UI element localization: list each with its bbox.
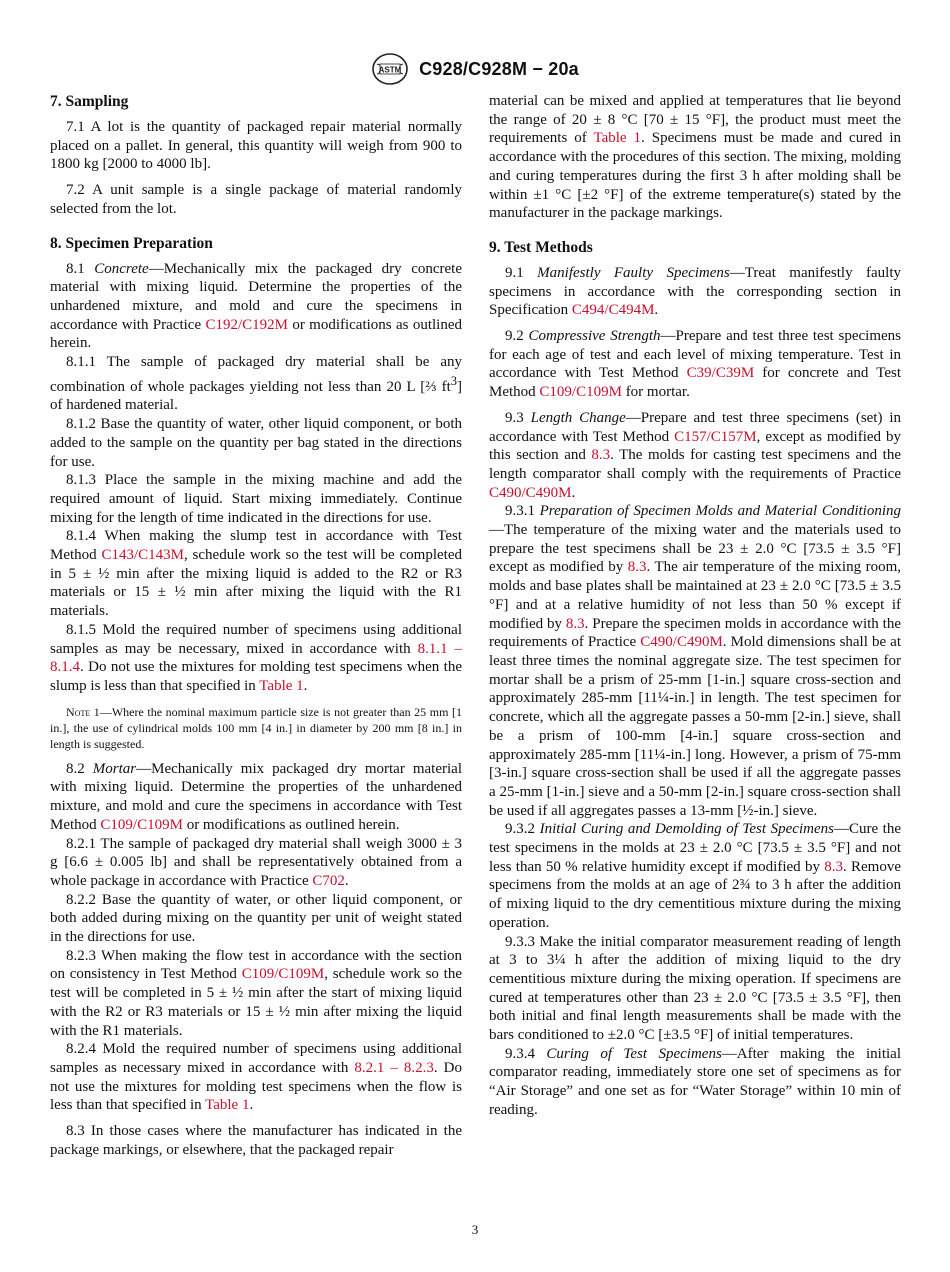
link-table-1[interactable]: Table 1: [593, 130, 642, 147]
page-number: 3: [471, 1222, 479, 1237]
left-column: [50, 92, 462, 1159]
logo-text: ASTM: [378, 65, 402, 75]
para-9-3-3: 9.3.3 Make the initial comparator measurement reading of length at 3 to 3¼ h after the addition of mixing liquid to the dry cementitious mixture during the mixing operation. If specimens are cured at temperatures other than 23 ± 2.0 °C [73.5 ± 3.5 °F], then both initial and final length measurements shall be made with the bars conditioned to ±2.0 °C [±3.5 °F] of initial temperatures.: [489, 933, 901, 1044]
link-c192[interactable]: C192/C192M: [205, 316, 288, 333]
link-c490[interactable]: C490/C490M: [640, 634, 723, 651]
para-7-2: 7.2 A unit sample is a single package of material randomly selected from the lot.: [50, 182, 462, 217]
section-8-heading: 8. Specimen Preparation: [50, 234, 213, 252]
link-8-3[interactable]: 8.3: [627, 559, 647, 576]
para-8-1-2: 8.1.2 Base the quantity of water, other liquid component, or both added to the sample on the quantity per bag stated in the directions for use.: [50, 416, 462, 470]
link-c490[interactable]: C490/C490M: [489, 484, 572, 501]
para-9-1: 9.1 Manifestly Faulty Specimens—Treat manifestly faulty specimens in accordance with the corresponding section in Specification C494/C494M.: [489, 264, 901, 319]
para-8-2-1: 8.2.1 The sample of packaged dry material shall weigh 3000 ± 3 g [6.6 ± 0.005 lb] and shall be representatively obtained from a whole package in accordance with Practice C702.: [50, 835, 462, 889]
para-8-3: 8.3 In those cases where the manufacturer has indicated in the package markings, or elsewhere, that the packaged repair: [50, 1123, 462, 1158]
para-9-3-1: 9.3.1 Preparation of Specimen Molds and Material Conditioning—The temperature of the mixing water and the materials used to prepare the test specimens shall be 23 ± 2.0 °C [73.5 ± 3.5 °F] except as modified by 8.3. The air temperature of the mixing room, molds and base plates shall be maintained at 23 ± 2.0 °C [73.5 ± 3.5 °F] and at a relative humidity of not less than 50 % except if modified by 8.3. Prepare the specimen molds in accordance with the requirements of Practice C490/C490M. Mold dimensions shall be at least three times the nominal aggregate size. The test specimen for mortar shall be a prism of 25-mm [1-in.] square cross-section and approximately 285-mm [11¼-in.] in length. The test specimen for concrete, which all the aggregate passes a 50-mm [2-in.] sieve, shall be a prism of 100-mm [4-in.] square cross-section and approximately 285-mm [11¼-in.] long. However, a prism of 75-mm [3-in.] square cross-section shall be used if all the aggregate passes a 25-mm [1-in.] sieve and a 50-mm [2-in.] square cross-section shall be used if all aggregates passes a 13-mm [½-in.] sieve.: [489, 503, 901, 819]
link-table-1[interactable]: Table 1: [259, 677, 304, 694]
para-9-3: 9.3 Length Change—Prepare and test three specimens (set) in accordance with Test Method C157/C157M, except as modified by this section and 8.3. The molds for casting test specimens and the length comparator shall comply with the requirements of Practice C490/C490M.: [489, 409, 901, 501]
link-c109[interactable]: C109/C109M: [539, 384, 622, 401]
link-8-1-1-range[interactable]: 8.1.1 – 8.1.4: [50, 640, 462, 676]
page-header: [0, 52, 950, 86]
link-table-1[interactable]: Table 1: [205, 1097, 250, 1114]
para-8-1: 8.1 Concrete—Mechanically mix the packaged dry concrete material with mixing liquid. Determine the properties of the unhardened mixture, and mold and cure the specimens in accordance with Practice C192/C192M or modifications as outlined herein.: [50, 260, 462, 352]
para-9-3-4: 9.3.4 Curing of Test Specimens—After making the initial comparator reading, immediately store one set of specimens as for “Air Storage” and one set as for “Water Storage” within 10 min of reading.: [489, 1045, 902, 1118]
para-9-2: 9.2 Compressive Strength—Prepare and test three test specimens for each age of test and each level of mixing temperature. Test in accordance with Test Method C39/C39M for concrete and Test Method C109/C109M for mortar.: [489, 328, 901, 401]
link-c143[interactable]: C143/C143M: [101, 547, 184, 564]
section-9-heading: 9. Test Methods: [489, 238, 593, 256]
link-c39[interactable]: C39/C39M: [686, 365, 755, 382]
para-8-2-4: 8.2.4 Mold the required number of specimens using additional samples as necessary mixed in accordance with 8.2.1 – 8.2.3. Do not use the mixtures for molding test specimens when the flow is less than that specified in Table 1.: [50, 1041, 463, 1114]
document-designation: C928/C928M − 20a: [419, 58, 579, 79]
link-8-2-1-range[interactable]: 8.2.1 – 8.2.3: [354, 1059, 434, 1076]
para-9-3-2: 9.3.2 Initial Curing and Demolding of Test Specimens—Cure the test specimens in the molds at 23 ± 2.0 °C [73.5 ± 3.5 °F] and not less than 50 % relative humidity except if modified by 8.3. Remove specimens from the molds at an age of 2¾ to 3 h after the addition of mixing liquid to the dry cementitious mixture during the mixing operation.: [489, 821, 902, 931]
para-8-1-1: 8.1.1 The sample of packaged dry material shall be any combination of whole packages yielding not less than 20 L [⅔ $ft^3$] of hardened material.: [50, 354, 462, 414]
link-8-3[interactable]: 8.3: [824, 858, 843, 875]
para-8-2-3: 8.2.3 When making the flow test in accordance with the section on consistency in Test Method C109/C109M, schedule work so the test will be completed in 5 ± ½ min after the start of mixing liquid with the R2 or R3 materials or 15 ± ½ min after mixing the liquid with the R1 materials.: [50, 947, 463, 1039]
link-8-3[interactable]: 8.3: [565, 615, 585, 632]
para-8-2-2: 8.2.2 Base the quantity of water, or other liquid component, or both added during mixing on the quantity per unit of weight stated in the directions for use.: [50, 891, 462, 946]
note-1: Note 1—Where the nominal maximum particle size is not greater than 25 mm [1 in.], the use of cylindrical molds 100 mm [4 in.] in diameter by 200 mm [8 in.] in length is suggested.: [50, 704, 463, 751]
para-8-3-continued: material can be mixed and applied at temperatures that lie beyond the range of 20 ± 8 °C [70 ± 15 °F], the product must meet the requirements of Table 1. Specimens must be made and cured in accordance with the procedures of this section. The mixing, molding and curing temperatures during the first 3 h after molding shall be within ±1 °C [±2 °F] of the extreme temperature(s) stated by the manufacturer in the package markings.: [489, 93, 902, 222]
astm-logo-icon: [371, 52, 409, 86]
para-8-1-5: 8.1.5 Mold the required number of specimens using additional samples as may be necessary, mixed in accordance with 8.1.1 – 8.1.4. Do not use the mixtures for molding test specimens when the slump is less than that specified in Table 1.: [50, 621, 462, 694]
link-c494[interactable]: C494/C494M: [571, 302, 655, 319]
link-c109[interactable]: C109/C109M: [100, 816, 183, 833]
para-8-2: 8.2 Mortar—Mechanically mix packaged dry mortar material with mixing liquid. Determine the properties of the unhardened mixture, and mold and cure the specimens in accordance with Test Method C109/C109M or modifications as outlined herein.: [50, 760, 462, 833]
para-8-1-4: 8.1.4 When making the slump test in accordance with Test Method C143/C143M, schedule work so the test will be completed in 5 ± ½ min after the mixing liquid is added to the R2 or R3 materials or 15 ± ½ min after mixing the liquid with the R1 materials.: [50, 528, 462, 620]
link-c157[interactable]: C157/C157M: [674, 428, 757, 445]
right-column: [489, 92, 901, 1120]
link-8-3[interactable]: 8.3: [591, 447, 611, 464]
para-8-1-3: 8.1.3 Place the sample in the mixing machine and add the required amount of liquid. Start mixing immediately. Continue mixing for the length of time indicated in the directions for use.: [50, 472, 462, 526]
link-c702[interactable]: C702: [312, 872, 345, 889]
para-7-1: 7.1 A lot is the quantity of packaged repair material normally placed on a pallet. In general, this quantity will weigh from 900 to 1800 kg [2000 to 4000 lb].: [50, 119, 462, 173]
link-c109[interactable]: C109/C109M: [241, 966, 325, 983]
section-7-heading: 7. Sampling: [50, 93, 129, 110]
